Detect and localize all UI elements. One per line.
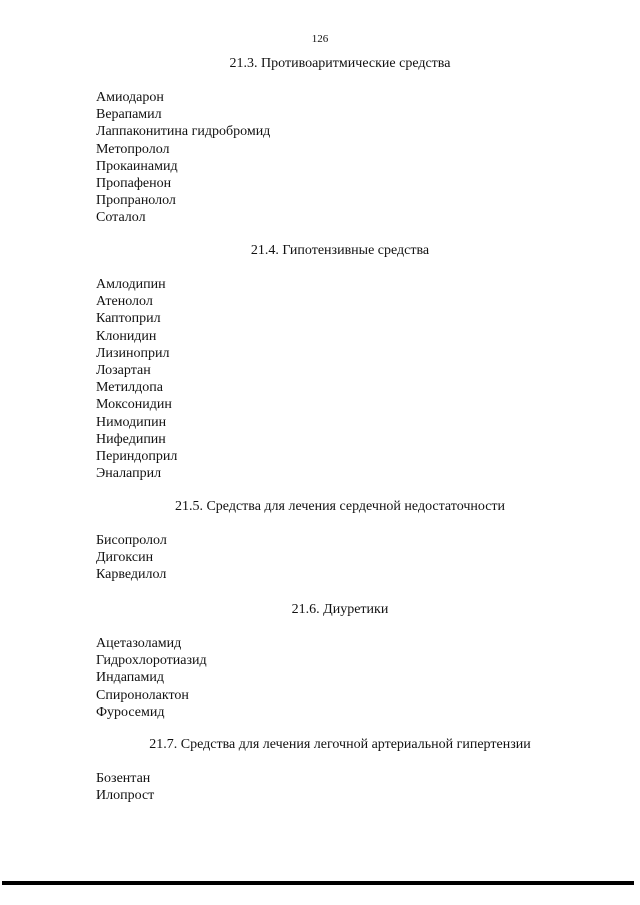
- list-item: Клонидин: [96, 328, 157, 344]
- list-item: Амлодипин: [96, 277, 166, 292]
- list-item: Индапамид: [96, 670, 164, 686]
- drug-list-21-7: [96, 770, 154, 804]
- section-heading-21-7: 21.7. Средства для лечения легочной артериальной гипертензии: [149, 737, 531, 752]
- drug-list-21-6: [96, 635, 207, 721]
- list-item: Бозентан: [96, 771, 151, 786]
- list-item: Лозартан: [96, 362, 151, 378]
- list-item: Эналаприл: [96, 466, 162, 482]
- list-item: Метопролол: [96, 141, 170, 157]
- list-item: Пропранолол: [96, 193, 176, 209]
- drug-list-21-5: [96, 532, 167, 584]
- list-item: Прокаинамид: [96, 158, 178, 174]
- list-item: Карведилол: [96, 567, 167, 583]
- list-item: Каптоприл: [96, 311, 161, 327]
- section-heading-21-5: 21.5. Средства для лечения сердечной недостаточности: [174, 499, 506, 514]
- list-item: Верапамил: [96, 107, 162, 123]
- list-item: Дигоксин: [96, 550, 154, 566]
- list-item: Атенолол: [96, 294, 153, 310]
- list-item: Пропафенон: [96, 175, 172, 191]
- list-item: Метилдопа: [96, 380, 163, 396]
- list-item: Лаппаконитина гидробромид: [96, 124, 271, 140]
- list-item: Нимодипин: [96, 414, 167, 430]
- list-item: Соталол: [96, 210, 146, 226]
- list-item: Нифедипин: [96, 431, 166, 447]
- page-number: 126: [311, 33, 329, 45]
- section-heading-21-3: 21.3. Противоаритмические средства: [229, 56, 451, 71]
- list-item: Илопрост: [96, 788, 155, 804]
- list-item: Спиронолактон: [96, 687, 189, 703]
- page-bottom-rule: [2, 881, 634, 885]
- drug-list-21-4: [96, 276, 177, 482]
- list-item: Моксонидин: [96, 397, 172, 413]
- list-item: Ацетазоламид: [96, 636, 182, 651]
- section-heading-21-6: 21.6. Диуретики: [291, 602, 389, 617]
- section-heading-21-4: 21.4. Гипотензивные средства: [250, 243, 430, 258]
- list-item: Гидрохлоротиазид: [96, 653, 207, 669]
- list-item: Фуросемид: [96, 704, 165, 720]
- list-item: Амиодарон: [96, 90, 164, 105]
- drug-list-21-3: [96, 89, 270, 227]
- list-item: Лизиноприл: [96, 345, 170, 361]
- list-item: Бисопролол: [96, 533, 167, 548]
- list-item: Периндоприл: [96, 448, 178, 464]
